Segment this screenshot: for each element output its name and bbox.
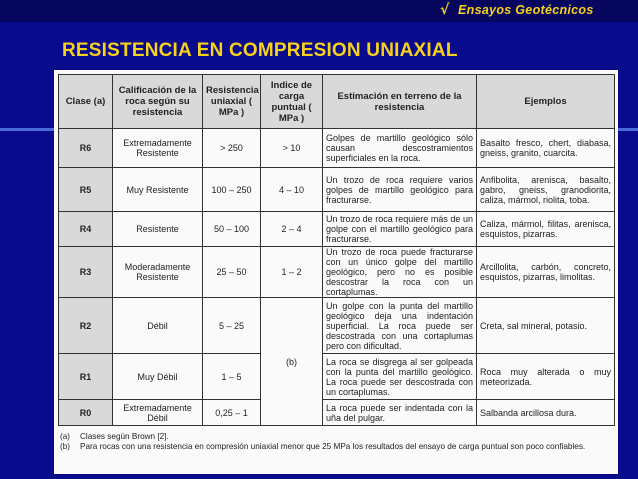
header-calificacion: Calificación de la roca según su resistencia (113, 75, 203, 129)
cell-clase: R3 (59, 247, 113, 298)
cell-calificacion: Extremadamente Resistente (113, 129, 203, 168)
cell-clase: R0 (59, 400, 113, 426)
checkmark-icon: √ (440, 2, 450, 18)
cell-ejemplos: Creta, sal mineral, potasio. (477, 298, 615, 354)
cell-resistencia: 25 – 50 (203, 247, 261, 298)
cell-estimacion: Un trozo de roca requiere varios golpes de martillo geológico para fracturarse. (323, 168, 477, 212)
cell-indice: 4 – 10 (261, 168, 323, 212)
cell-clase: R1 (59, 354, 113, 400)
cell-calificacion: Débil (113, 298, 203, 354)
table-row (59, 168, 615, 212)
cell-estimacion: Un golpe con la punta del martillo geológico deja una indentación superficial. La roca puede ser descostrada con una cortaplumas pero con dificultad. (323, 298, 477, 354)
cell-resistencia: 0,25 – 1 (203, 400, 261, 426)
cell-ejemplos: Caliza, mármol, filitas, arenisca, esquistos, pizarras. (477, 212, 615, 247)
cell-clase: R4 (59, 212, 113, 247)
cell-ejemplos: Roca muy alterada o muy meteorizada. (477, 354, 615, 400)
header-subtitle: Ensayos Geotécnicos (458, 3, 594, 17)
table-row (59, 400, 615, 426)
cell-estimacion: Golpes de martillo geológico sólo causan descostramientos superficiales en la roca. (323, 129, 477, 168)
header-ejemplos: Ejemplos (477, 75, 615, 129)
cell-ejemplos: Arcillolita, carbón, concreto, esquistos, pizarras, limolitas. (477, 247, 615, 298)
cell-resistencia: > 250 (203, 129, 261, 168)
cell-calificacion: Resistente (113, 212, 203, 247)
table-row (59, 129, 615, 168)
footnote-text: Para rocas con una resistencia en compresión uniaxial menor que 25 MPa los resultados del ensayo de carga puntual son poco confiables. (80, 442, 586, 451)
footnote (60, 432, 612, 442)
cell-calificacion: Extremadamente Débil (113, 400, 203, 426)
table-footnotes (60, 432, 612, 452)
header-indice: Indice de carga puntual ( MPa ) (261, 75, 323, 129)
cell-clase: R5 (59, 168, 113, 212)
cell-estimacion: La roca puede ser indentada con la uña del pulgar. (323, 400, 477, 426)
cell-indice: 2 – 4 (261, 212, 323, 247)
cell-ejemplos: Anfibolita, arenisca, basalto, gabro, gneiss, granodiorita, caliza, mármol, riolita, toba. (477, 168, 615, 212)
cell-resistencia: 100 – 250 (203, 168, 261, 212)
cell-resistencia: 1 – 5 (203, 354, 261, 400)
cell-indice: 1 – 2 (261, 247, 323, 298)
footnote (60, 442, 612, 452)
cell-clase: R6 (59, 129, 113, 168)
footnote-key: (a) (60, 432, 71, 441)
header-bar (0, 0, 638, 22)
table-row (59, 298, 615, 354)
header-clase: Clase (a) (59, 75, 113, 129)
cell-calificacion: Moderadamente Resistente (113, 247, 203, 298)
cell-ejemplos: Basalto fresco, chert, diabasa, gneiss, granito, cuarcita. (477, 129, 615, 168)
cell-calificacion: Muy Resistente (113, 168, 203, 212)
table-row (59, 247, 615, 298)
cell-estimacion: La roca se disgrega al ser golpeada con la punta del martillo geológico. La roca puede ser descostrada con un cortaplumas. (323, 354, 477, 400)
rock-strength-table (58, 74, 615, 426)
table-row (59, 212, 615, 247)
cell-clase: R2 (59, 298, 113, 354)
cell-ejemplos: Salbanda arcillosa dura. (477, 400, 615, 426)
cell-indice: > 10 (261, 129, 323, 168)
header-estimacion: Estimación en terreno de la resistencia (323, 75, 477, 129)
cell-resistencia: 50 – 100 (203, 212, 261, 247)
divider-left (0, 128, 60, 131)
table-header-row (59, 75, 615, 129)
footnote-text: Clases según Brown [2]. (80, 432, 169, 441)
page-title: RESISTENCIA EN COMPRESION UNIAXIAL (62, 40, 458, 61)
cell-estimacion: Un trozo de roca requiere más de un golpe con el martillo geológico para fracturarse. (323, 212, 477, 247)
table-row (59, 354, 615, 400)
cell-calificacion: Muy Débil (113, 354, 203, 400)
footnote-key: (b) (60, 442, 71, 451)
header-resistencia: Resistencia uniaxial ( MPa ) (203, 75, 261, 129)
cell-indice-merged: (b) (261, 298, 323, 426)
cell-estimacion: Un trozo de roca puede fracturarse con un único golpe del martillo geológico, pero no es posible descostrar la roca con un cortaplumas. (323, 247, 477, 298)
cell-resistencia: 5 – 25 (203, 298, 261, 354)
